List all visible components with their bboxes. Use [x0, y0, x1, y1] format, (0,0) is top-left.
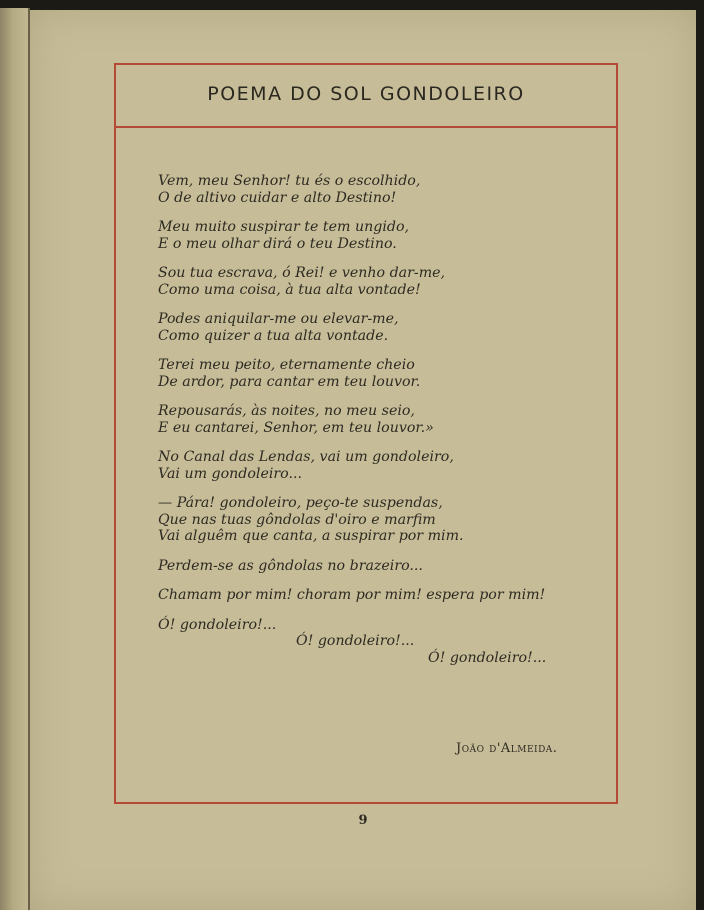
poem-line: E eu cantarei, Senhor, em teu louvor.»: [158, 419, 434, 436]
stanza: [158, 219, 598, 252]
book-page: [30, 10, 696, 910]
stanza: [158, 265, 598, 298]
poem-line: Vem, meu Senhor! tu és o escolhido,: [158, 173, 421, 189]
poem-line: Ó! gondoleiro!...: [158, 616, 277, 633]
poem-line: Como uma coisa, à tua alta vontade!: [158, 281, 421, 298]
stanza: [158, 495, 598, 545]
poem-line: Terei meu peito, eternamente cheio: [158, 357, 415, 373]
poem-line: Perdem-se as gôndolas no brazeiro...: [158, 557, 423, 574]
stanza: [158, 449, 598, 482]
poem-line: Que nas tuas gôndolas d'oiro e marfim: [158, 511, 436, 528]
poem-line: E o meu olhar dirá o teu Destino.: [158, 235, 397, 252]
author-signature: João d'Almeida.: [456, 741, 558, 756]
poem-line: Chamam por mim! choram por mim! espera por mim!: [158, 587, 546, 603]
poem-line: — Pára! gondoleiro, peço-te suspendas,: [158, 495, 443, 511]
stanza: [158, 357, 598, 390]
poem-line: Vai um gondoleiro...: [158, 465, 303, 482]
title-divider: [116, 126, 616, 128]
stanza: [158, 558, 598, 575]
poem-line: Repousarás, às noites, no meu seio,: [158, 403, 415, 419]
poem-line: Vai alguêm que canta, a suspirar por mim.: [158, 528, 464, 544]
poem-line: No Canal das Lendas, vai um gondoleiro,: [158, 449, 454, 465]
poem-line: Como quizer a tua alta vontade.: [158, 327, 389, 344]
stanza: [158, 173, 598, 206]
stanza: [158, 617, 598, 667]
poem-line: Meu muito suspirar te tem ungido,: [158, 219, 409, 235]
poem-line: De ardor, para cantar em teu louvor.: [158, 373, 421, 390]
stanza: [158, 587, 598, 604]
book-spine: [0, 8, 30, 910]
poem-title: POEMA DO SOL GONDOLEIRO: [207, 83, 525, 105]
stanza: [158, 403, 598, 436]
poem-line: O de altivo cuidar e alto Destino!: [158, 189, 397, 206]
poem-line: Ó! gondoleiro!...: [428, 649, 547, 666]
poem-line: Sou tua escrava, ó Rei! e venho dar-me,: [158, 265, 446, 281]
stanza: [158, 311, 598, 344]
page-number: 9: [358, 813, 368, 828]
poem-body: [158, 173, 598, 666]
poem-line: Ó! gondoleiro!...: [296, 633, 415, 649]
poem-frame: [114, 63, 618, 804]
poem-line: Podes aniquilar-me ou elevar-me,: [158, 311, 399, 327]
